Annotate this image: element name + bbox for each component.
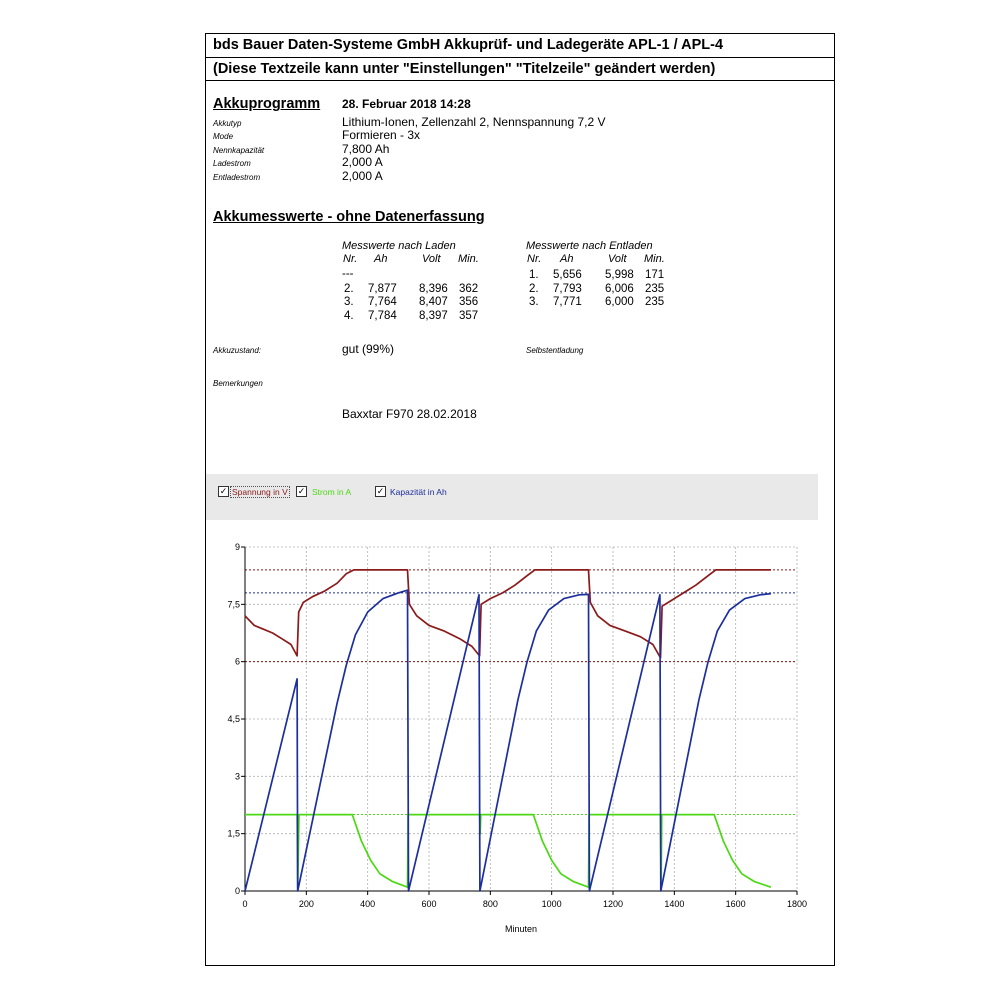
value-ladestrom: 2,000 A: [342, 155, 383, 169]
x-tick-label: 600: [421, 899, 437, 909]
legend-label-strom[interactable]: Strom in A: [312, 487, 352, 497]
x-tick-label: 200: [298, 899, 314, 909]
discharge-cell: 2.: [529, 283, 539, 295]
discharge-cell: 5,656: [553, 269, 582, 281]
discharge-cell: 3.: [529, 296, 539, 308]
charge-cell: 356: [459, 296, 479, 308]
checkbox-spannung[interactable]: ✓: [219, 486, 228, 496]
discharge-cell: 235: [645, 296, 665, 308]
discharge-col-min: Min.: [644, 253, 665, 265]
discharge-col-ah: Ah: [560, 253, 574, 265]
x-tick-label: 800: [482, 899, 498, 909]
value-mode: Formieren - 3x: [342, 128, 421, 142]
label-ladestrom: Ladestrom: [213, 159, 251, 168]
y-tick-label: 0: [234, 886, 240, 896]
charge-cell: 7,764: [368, 296, 397, 308]
charge-cell: 8,397: [419, 310, 448, 322]
series-line-spannung: [245, 570, 771, 658]
x-tick-label: 1000: [541, 899, 562, 909]
discharge-cell: 1.: [529, 269, 539, 281]
discharge-cell: 171: [645, 269, 665, 281]
program-date: 28. Februar 2018 14:28: [342, 97, 471, 111]
value-akkutyp: Lithium-Ionen, Zellenzahl 2, Nennspannung 7,2 V: [342, 115, 606, 129]
checkbox-kapazitaet[interactable]: ✓: [376, 486, 385, 496]
discharge-cell: 235: [645, 283, 665, 295]
discharge-cell: 5,998: [605, 269, 634, 281]
discharge-table-title: Messwerte nach Entladen: [526, 240, 653, 252]
charge-table-title: Messwerte nach Laden: [342, 240, 456, 252]
y-tick-label: 3: [234, 771, 240, 782]
charge-cell: 7,784: [368, 310, 397, 322]
label-mode: Mode: [213, 132, 234, 141]
series-line-strom: [245, 815, 771, 890]
section-title-measure: Akkumesswerte - ohne Datenerfassung: [213, 209, 485, 225]
x-tick-label: 1800: [786, 899, 808, 909]
section-title-program: Akkuprogramm: [213, 96, 321, 112]
label-entladestrom: Entladestrom: [213, 173, 261, 182]
charge-col-nr: Nr.: [343, 253, 358, 265]
value-bemerkungen: Baxxtar F970 28.02.2018: [342, 407, 477, 421]
charge-cell: 4.: [344, 310, 354, 322]
series-line-kapazitaet: [245, 590, 771, 891]
report-header-line2: (Diese Textzeile kann unter "Einstellungen" "Titelzeile" geändert werden): [206, 58, 834, 81]
discharge-col-volt: Volt: [608, 253, 627, 265]
charge-cell: 362: [459, 283, 479, 295]
discharge-cell: 7,793: [553, 283, 582, 295]
label-akkutyp: Akkutyp: [213, 119, 242, 128]
label-bemerkungen: Bemerkungen: [213, 379, 263, 388]
x-axis-title: Minuten: [504, 924, 538, 934]
y-tick-label: 4,5: [227, 714, 240, 724]
charge-cell: 8,407: [419, 296, 448, 308]
label-nennkapazitaet: Nennkapazität: [213, 146, 265, 155]
charge-cell: 2.: [344, 283, 354, 295]
label-selbstentladung: Selbstentladung: [526, 346, 584, 355]
y-tick-label: 9: [234, 542, 240, 552]
discharge-cell: 7,771: [553, 296, 582, 308]
x-tick-label: 1400: [664, 899, 685, 909]
value-nennkapazitaet: 7,800 Ah: [342, 142, 390, 156]
charge-cell: 357: [459, 310, 479, 322]
y-tick-label: 1,5: [227, 828, 240, 839]
value-entladestrom: 2,000 A: [342, 169, 383, 183]
x-tick-label: 1200: [602, 899, 624, 909]
x-tick-label: 1600: [725, 899, 746, 909]
y-tick-label: 6: [234, 656, 240, 667]
discharge-cell: 6,006: [605, 283, 634, 295]
x-tick-label: 0: [242, 899, 248, 909]
y-tick-label: 7,5: [227, 599, 240, 610]
charge-col-min: Min.: [458, 253, 479, 265]
discharge-col-nr: Nr.: [527, 253, 542, 265]
charge-cell: 3.: [344, 296, 354, 308]
charge-cell: 8,396: [419, 283, 448, 295]
value-akkuzustand: gut (99%): [342, 342, 395, 356]
charge-cell: 7,877: [368, 283, 397, 295]
charge-col-volt: Volt: [422, 253, 441, 265]
label-akkuzustand: Akkuzustand:: [213, 346, 262, 355]
discharge-cell: 6,000: [605, 296, 634, 308]
charge-first-row: ---: [342, 268, 354, 280]
checkbox-strom[interactable]: ✓: [297, 486, 306, 496]
charge-col-ah: Ah: [374, 253, 388, 265]
legend-label-kapazitaet[interactable]: Kapazität in Ah: [390, 487, 447, 497]
legend-label-spannung[interactable]: Spannung in V: [232, 487, 288, 497]
report-header-line1: bds Bauer Daten-Systeme GmbH Akkuprüf- und Ladegeräte APL-1 / APL-4: [206, 34, 834, 58]
x-tick-label: 400: [360, 899, 376, 909]
